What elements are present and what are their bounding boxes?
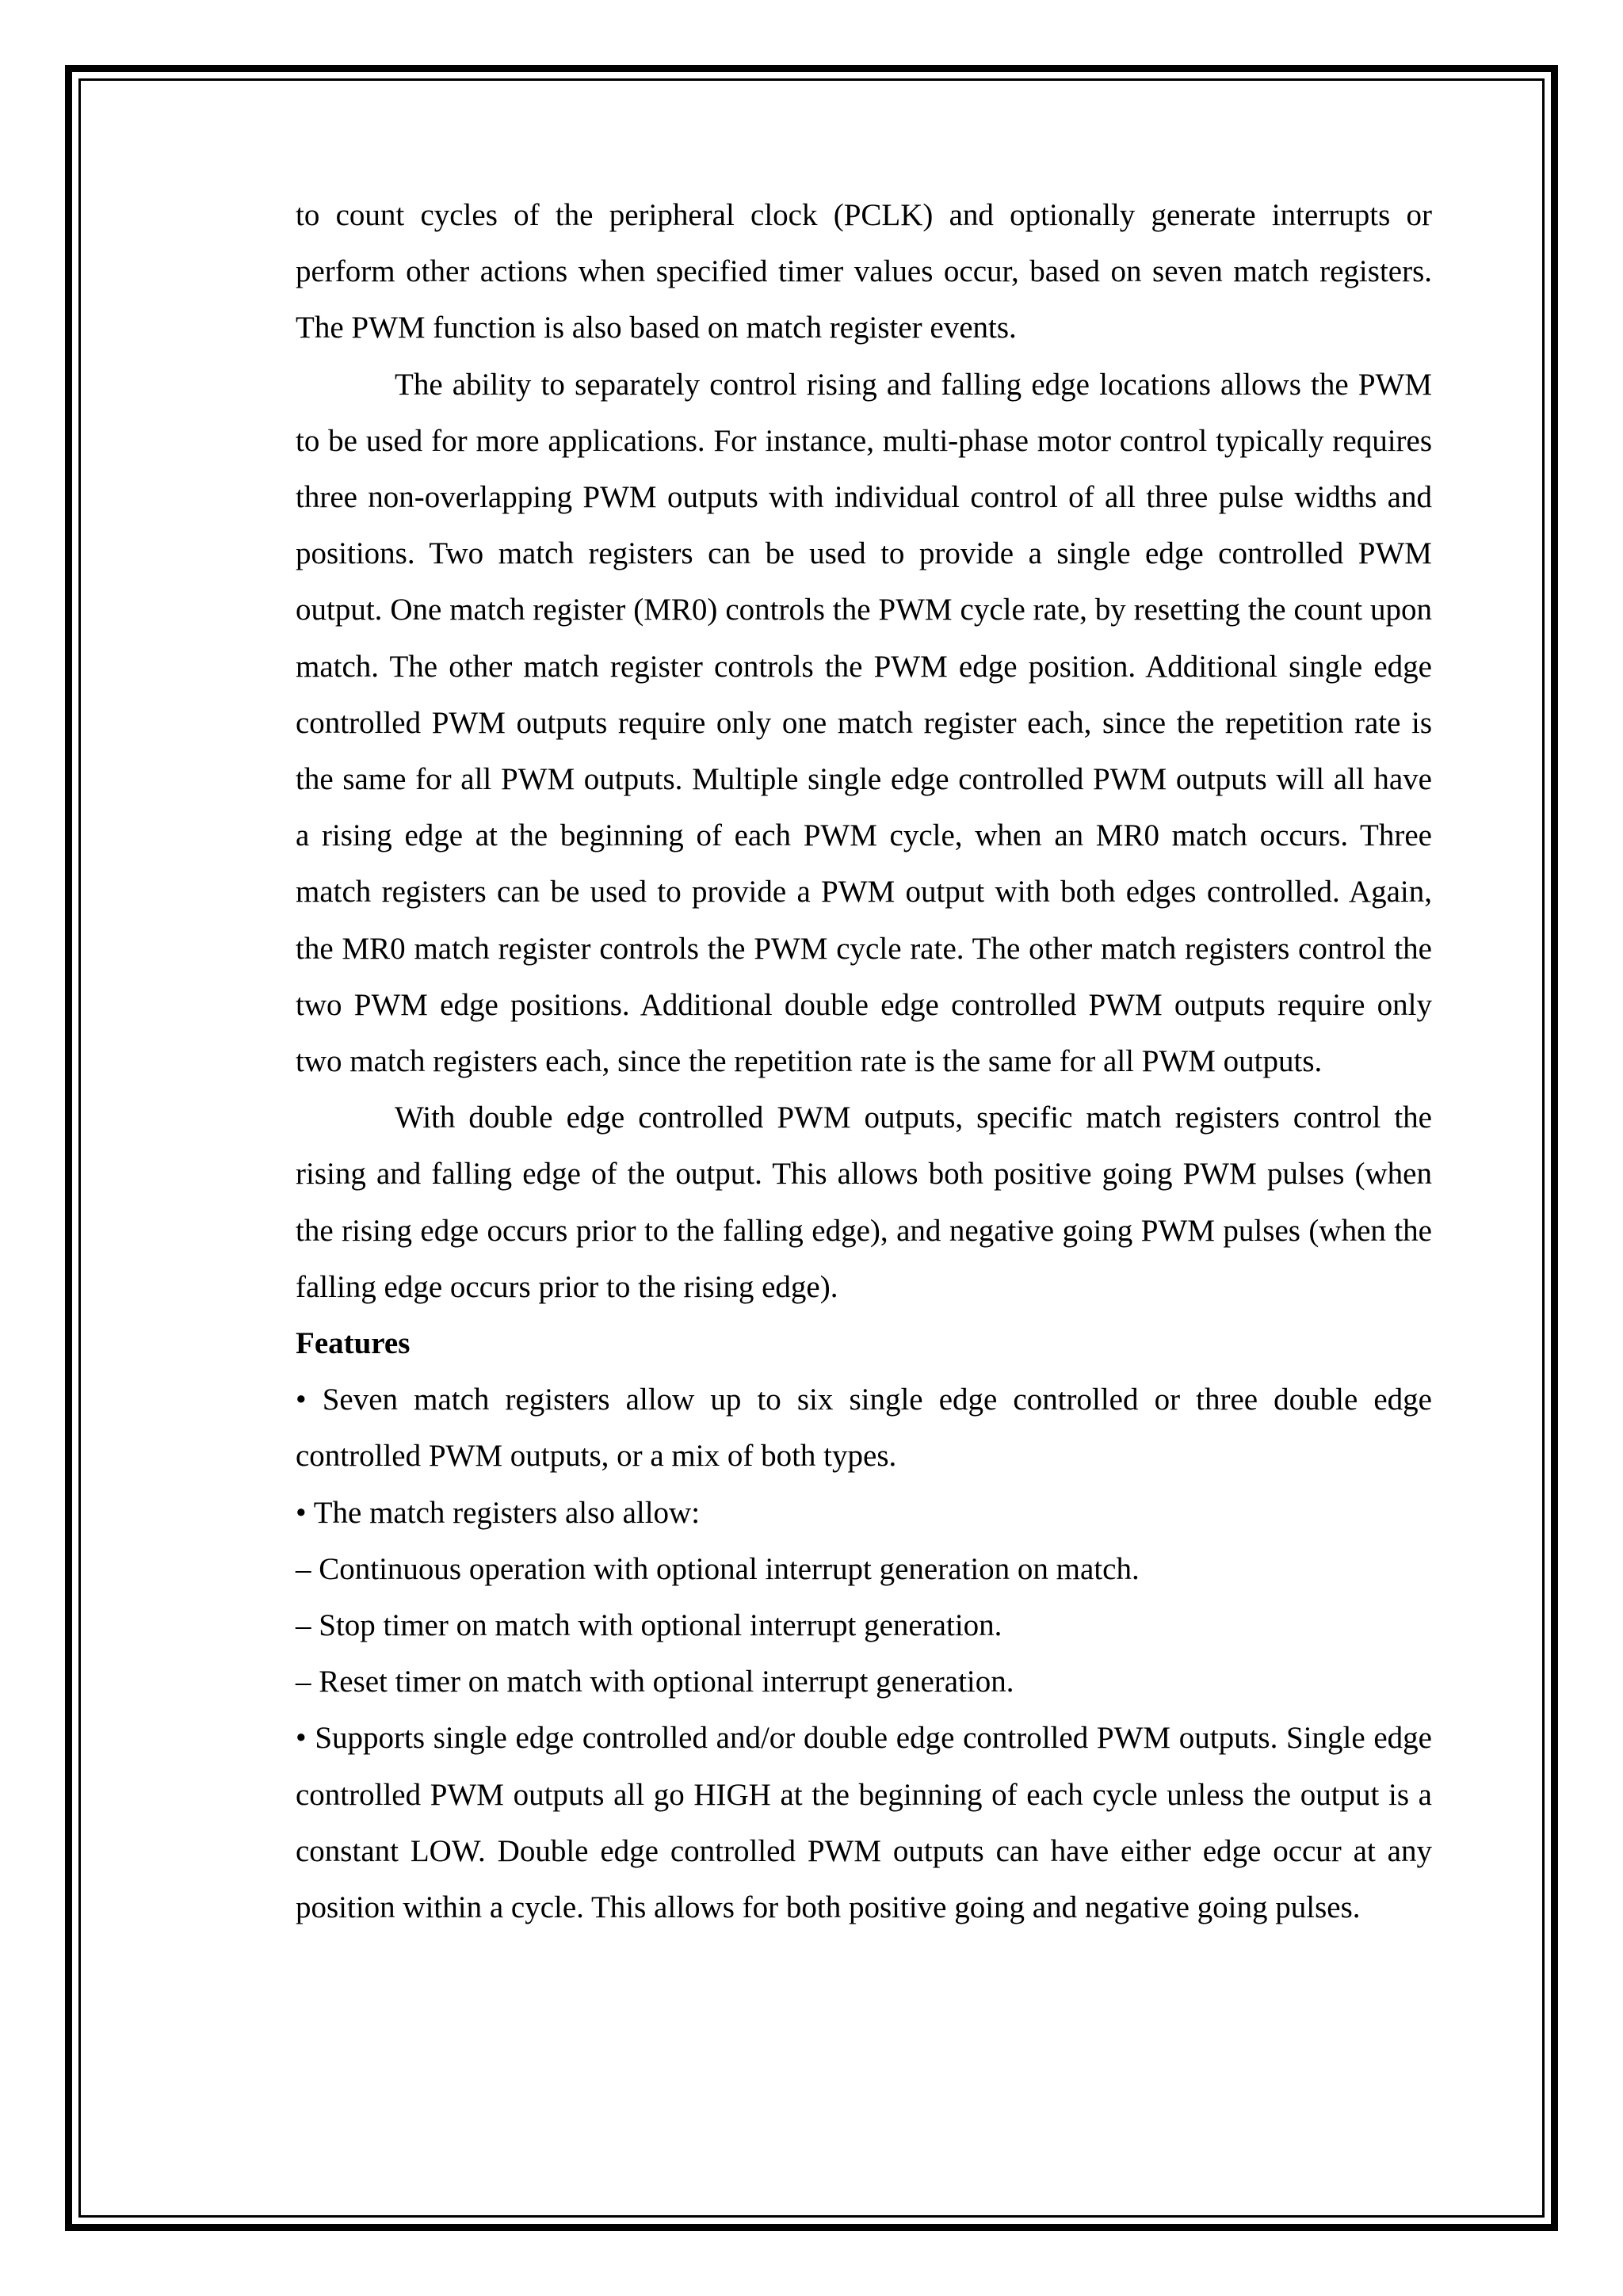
paragraph-3: With double edge controlled PWM outputs, specific match registers control the rising and falling edge of the output. This allows both positive going PWM pulses (when the rising edge occurs prior to the falling edge), and negative going PWM pulses (when the falling edge occurs prior to the rising edge). [296, 1100, 1432, 1304]
features-heading: Features [296, 1326, 411, 1361]
feature-subitem-3: – Reset timer on match with optional interrupt generation. [296, 1665, 1014, 1699]
feature-item-2: • The match registers also allow: [296, 1495, 701, 1530]
page-content [296, 187, 1432, 1936]
feature-subitem-2: – Stop timer on match with optional interrupt generation. [296, 1608, 1002, 1643]
paragraph-1: to count cycles of the peripheral clock (PCLK) and optionally generate interrupts or perform other actions when specified timer values occur, based on seven match registers. The PWM function is also based on match register events. [296, 198, 1432, 345]
feature-item-1: • Seven match registers allow up to six single edge controlled or three double edge controlled PWM outputs, or a mix of both types. [296, 1383, 1432, 1474]
paragraph-2: The ability to separately control rising and falling edge locations allows the PWM to be used for more applications. For instance, multi-phase motor control typically requires three non-overlapping PWM outputs with individual control of all three pulse widths and positions. Two match registers can be used to provide a single edge controlled PWM output. One match register (MR0) controls the PWM cycle rate, by resetting the count upon match. The other match register controls the PWM edge position. Additional single edge controlled PWM outputs require only one match register each, since the repetition rate is the same for all PWM outputs. Multiple single edge controlled PWM outputs will all have a rising edge at the beginning of each PWM cycle, when an MR0 match occurs. Three match registers can be used to provide a PWM output with both edges controlled. Again, the MR0 match register controls the PWM cycle rate. The other match registers control the two PWM edge positions. Additional double edge controlled PWM outputs require only two match registers each, since the repetition rate is the same for all PWM outputs. [296, 367, 1432, 1079]
feature-item-3: • Supports single edge controlled and/or double edge controlled PWM outputs. Single edge controlled PWM outputs all go HIGH at the beginning of each cycle unless the output is a constant LOW. Double edge controlled PWM outputs can have either edge occur at any position within a cycle. This allows for both positive going and negative going pulses. [296, 1721, 1432, 1925]
feature-subitem-1: – Continuous operation with optional interrupt generation on match. [296, 1551, 1140, 1586]
